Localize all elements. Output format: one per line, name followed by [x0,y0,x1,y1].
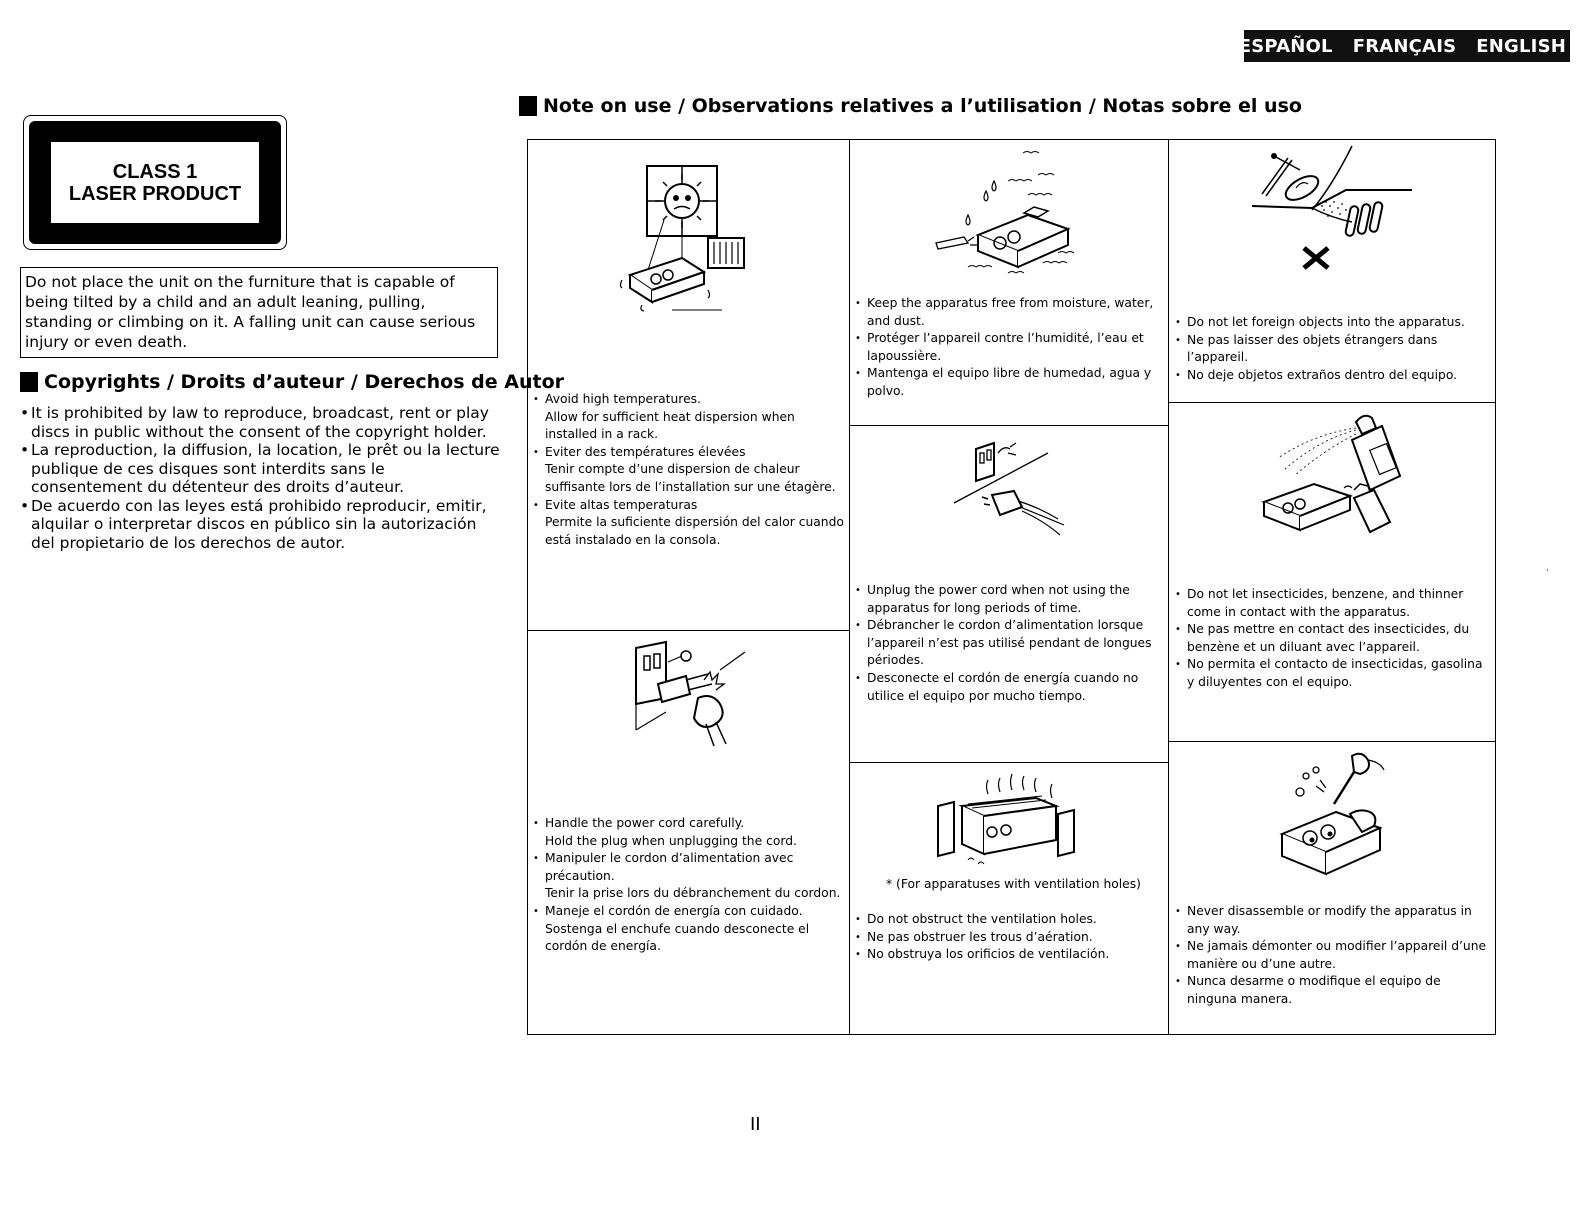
plug-handling-illustration [628,640,753,750]
power-cord-item-fr: • Manipuler le cordon d’alimentation avec précaution. Tenir la prise lors du débranchement du cordon. [532,850,844,903]
lang-english: ENGLISH [1476,35,1566,57]
heading-square-icon [20,372,38,392]
unplug-item-en: • Unplug the power cord when not using the apparatus for long periods of time. [854,582,1164,617]
ventilation-item-es: • No obstruya los orificios de ventilación. [854,946,1164,964]
laser-class: CLASS 1 [112,160,198,183]
insecticides-item-fr: • Ne pas mettre en contact des insecticides, du benzène et un diluant avec l’appareil. [1174,621,1492,656]
temperature-item-fr: • Eviter des températures élevées Tenir compte d’une dispersion de chaleur suffisante lors de l’installation sur une étagère. [532,444,844,497]
power-cord-item-en: • Handle the power cord carefully. Hold the plug when unplugging the cord. [532,815,844,850]
power-cord-text [532,815,844,956]
margin-mark: , [1546,562,1549,573]
temperature-item-en: • Avoid high temperatures. Allow for sufficient heat dispersion when installed in a rack. [532,391,844,444]
lang-francais: FRANÇAIS [1352,35,1457,57]
copyright-item-fr: • La reproduction, la diffusion, la location, le prêt ou la lecture publique de ces disques sont interdits sans le consentement du détenteur des droits d’auteur. [20,441,500,497]
grid-divider [849,762,1168,763]
temperature-text [532,391,844,549]
copyright-item-en: • It is prohibited by law to reproduce, broadcast, rent or play discs in public without the consent of the copyright holder. [20,404,500,441]
disassemble-text [1174,903,1492,1009]
moisture-item-en: • Keep the apparatus free from moisture, water, and dust. [854,295,1164,330]
copyrights-heading-text: Copyrights / Droits d’auteur / Derechos de Autor [44,371,564,393]
foreign-objects-item-en: • Do not let foreign objects into the apparatus. [1174,314,1492,332]
insecticides-item-es: • No permita el contacto de insecticidas, gasolina y diluyentes con el equipo. [1174,656,1492,691]
power-cord-item-es: • Maneje el cordón de energía con cuidado. Sostenga el enchufe cuando desconecte el cordón de energía. [532,903,844,956]
foreign-objects-illustration [1252,144,1412,274]
insecticides-text [1174,586,1492,692]
grid-divider [1168,139,1169,1035]
language-bar [1238,30,1570,62]
ventilation-note: * (For apparatuses with ventilation holes) [886,877,1141,891]
insecticides-item-en: • Do not let insecticides, benzene, and thinner come in contact with the apparatus. [1174,586,1492,621]
temperature-item-es: • Evite altas temperaturas Permite la suficiente dispersión del calor cuando está instalado en la consola. [532,497,844,550]
spray-can-illustration [1258,410,1408,540]
screwdriver-illustration [1276,750,1391,880]
unplug-item-fr: • Débrancher le cordon d’alimentation lorsque l’appareil n’est pas utilisé pendant de longues périodes. [854,617,1164,670]
foreign-objects-item-es: • No deje objetos extraños dentro del equipo. [1174,367,1492,385]
laser-product-label [23,115,287,250]
page-number: II [750,1114,761,1135]
laser-product-text: LASER PRODUCT [68,182,242,205]
grid-divider [1168,741,1496,742]
unplug-item-es: • Desconecte el cordón de energía cuando no utilice el equipo por mucho tiempo. [854,670,1164,705]
moisture-item-fr: • Protéger l’appareil contre l’humidité, l’eau et lapoussière. [854,330,1164,365]
disassemble-item-en: • Never disassemble or modify the apparatus in any way. [1174,903,1492,938]
lang-espanol: ESPAÑOL [1238,35,1333,57]
ventilation-item-en: • Do not obstruct the ventilation holes. [854,911,1164,929]
moisture-dust-illustration [928,145,1093,285]
unplug-outlet-illustration [952,435,1072,545]
hot-sun-illustration [612,160,762,320]
moisture-item-es: • Mantenga el equipo libre de humedad, agua y polvo. [854,365,1164,400]
ventilation-text [854,911,1164,964]
copyright-item-es: • De acuerdo con las leyes está prohibido reproducir, emitir, alquilar o interpretar discos en público sin la autorización del propietario de los derechos de autor. [20,497,500,553]
grid-divider [849,139,850,1035]
foreign-objects-item-fr: • Ne pas laisser des objets étrangers dans l’appareil. [1174,332,1492,367]
disassemble-item-fr: • Ne jamais démonter ou modifier l’appareil d’une manière ou d’une autre. [1174,938,1492,973]
grid-divider [1168,402,1496,403]
note-on-use-heading [519,95,1302,117]
ventilation-item-fr: • Ne pas obstruer les trous d’aération. [854,929,1164,947]
ventilation-illustration [928,770,1088,870]
grid-divider [849,425,1168,426]
disassemble-item-es: • Nunca desarme o modifique el equipo de ninguna manera. [1174,973,1492,1008]
copyrights-list [20,404,500,552]
furniture-warning: Do not place the unit on the furniture that is capable of being tilted by a child and an adult leaning, pulling, standing or climbing on it. A falling unit can cause serious injury or even death. [20,267,498,358]
unplug-text [854,582,1164,705]
moisture-text [854,295,1164,401]
note-on-use-heading-text: Note on use / Observations relatives a l’utilisation / Notas sobre el uso [543,95,1302,117]
grid-divider [527,630,849,631]
foreign-objects-text [1174,314,1492,384]
heading-square-icon [519,96,537,116]
copyrights-heading [20,371,564,393]
